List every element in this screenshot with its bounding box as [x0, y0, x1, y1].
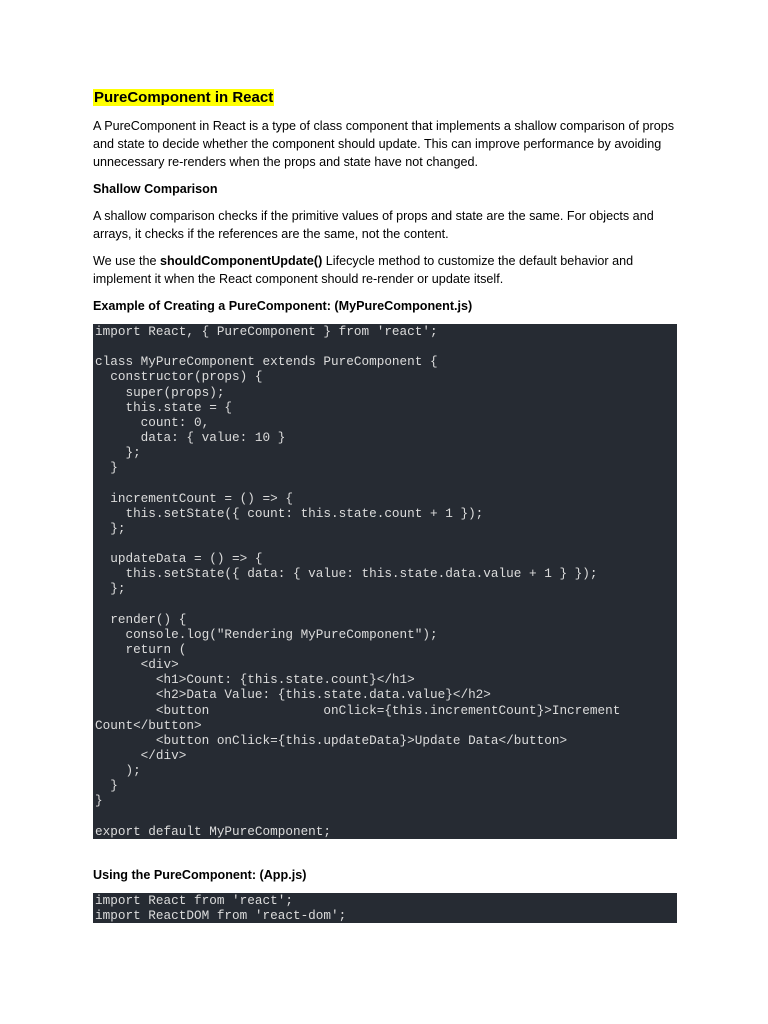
code-line: }; — [95, 520, 126, 536]
code-line: render() { — [95, 611, 187, 627]
code-line: this.setState({ data: { value: this.state.data.value + 1 } }); — [95, 566, 598, 582]
title-highlight: PureComponent in React — [94, 89, 274, 106]
example-heading: Example of Creating a PureComponent: (MyPureComponent.js) — [93, 299, 473, 313]
scu-suffix: Lifecycle method to customize the default behavior and implement it when the React component should re-render or update itself. — [93, 254, 634, 286]
code-line: import ReactDOM from 'react-dom'; — [95, 908, 347, 923]
code-line — [95, 536, 675, 551]
code-line: this.state = { — [95, 399, 233, 415]
scu-prefix: We use the — [93, 254, 160, 268]
should-component-update-paragraph — [93, 252, 677, 288]
code-line: }; — [95, 445, 141, 461]
code-line: super(props); — [95, 384, 225, 400]
code-line: <button onClick={this.incrementCount}>Increment — [95, 702, 621, 718]
shallow-comparison-paragraph: A shallow comparison checks if the primitive values of props and state are the same. For objects and arrays, it checks if the references are the same, not the content. — [93, 209, 654, 241]
code-line: <div> — [95, 657, 179, 673]
code-line — [95, 597, 675, 612]
code-line: </div> — [95, 747, 187, 763]
code-line: data: { value: 10 } — [95, 429, 286, 445]
page-title — [93, 88, 677, 108]
code-line — [95, 809, 675, 824]
code-line — [95, 339, 675, 354]
intro-paragraph: A PureComponent in React is a type of class component that implements a shallow comparison of props and state to decide whether the component should update. This can improve performance by avoiding unnecessary re-renders when the props and state have not changed. — [93, 119, 675, 169]
code-line: console.log("Rendering MyPureComponent"); — [95, 626, 438, 642]
code-line: import React from 'react'; — [95, 893, 293, 908]
code-line: updateData = () => { — [95, 551, 263, 567]
code-line: count: 0, — [95, 414, 210, 430]
using-heading: Using the PureComponent: (App.js) — [93, 868, 307, 882]
document-page — [93, 88, 677, 923]
code-block-app — [93, 893, 677, 923]
code-line: Count</button> — [95, 717, 202, 733]
code-line: } — [95, 793, 103, 809]
code-line — [95, 475, 675, 490]
scu-method: shouldComponentUpdate() — [159, 254, 323, 268]
code-line: <button onClick={this.updateData}>Update Data</button> — [95, 732, 568, 748]
code-line: constructor(props) { — [95, 369, 263, 385]
code-line: this.setState({ count: this.state.count + 1 }); — [95, 505, 484, 521]
code-line: } — [95, 778, 118, 794]
code-line: incrementCount = () => { — [95, 490, 293, 506]
code-line: return ( — [95, 641, 187, 657]
code-line: } — [95, 460, 118, 476]
code-line: }; — [95, 581, 126, 597]
code-line: <h1>Count: {this.state.count}</h1> — [95, 672, 415, 688]
code-block-my-pure-component — [93, 324, 677, 839]
code-line: import React, { PureComponent } from 'react'; — [95, 324, 438, 339]
code-line: ); — [95, 763, 141, 779]
code-line: export default MyPureComponent; — [95, 823, 332, 839]
code-line: <h2>Data Value: {this.state.data.value}</h2> — [95, 687, 491, 703]
code-line: class MyPureComponent extends PureComponent { — [95, 354, 438, 370]
shallow-comparison-heading: Shallow Comparison — [93, 182, 218, 196]
